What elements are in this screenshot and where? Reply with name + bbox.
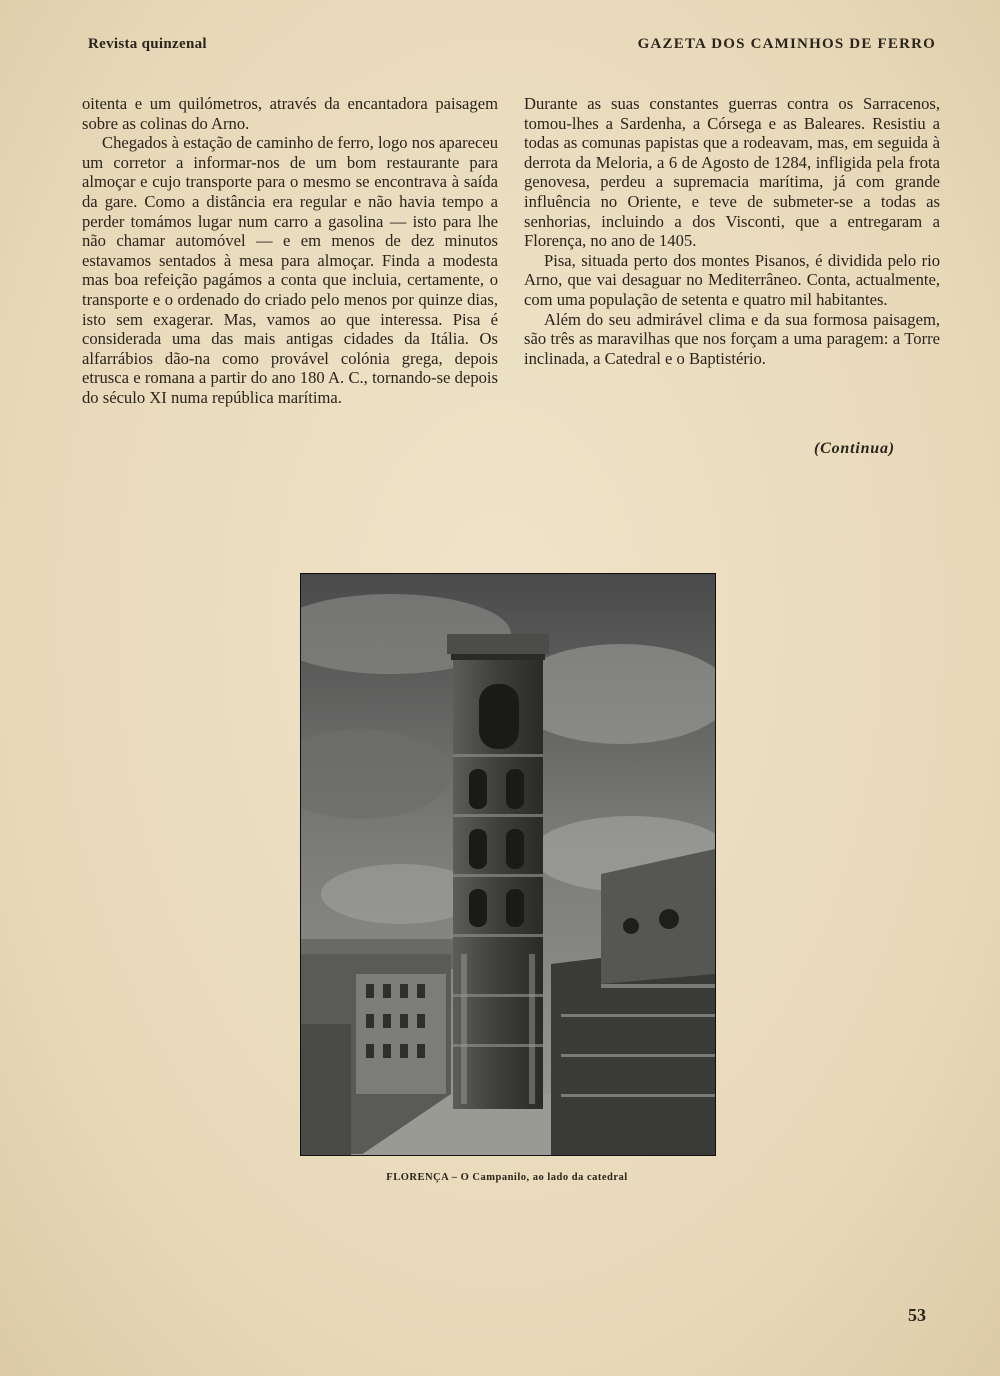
paragraph: Além do seu admirável clima e da sua formosa paisagem, são três as maravilhas que nos forçam a uma paragem: a Torre inclinada, a Catedral e o Baptistério.	[524, 309, 940, 368]
campanile-photo	[300, 573, 716, 1156]
paragraph: Chegados à estação de caminho de ferro, logo nos apareceu um corretor a informar-nos de um bom restaurante para almoçar e cujo transporte para o mesmo se encontrava à saída da gare. Como a distância era regular e não havia tempo a perder tomámos lugar num carro a gasolina — isto para lhe não chamar automóvel — e em menos de dez minutos estavamos sentados à mesa para almoçar. Finda a modesta mas boa refeição pagámos a conta que incluia, certamente, o transporte e o ordenado do criado pelo menos por quinze dias, isto sem exagerar. Mas, vamos ao que interessa. Pisa é considerada uma das mais antigas cidades da Itália. Os alfarrábios dão-na como provável colónia grega, depois etrusca e romana a partir do ano 180 A. C., tornando-se depois do século XI numa república marítima.	[82, 133, 498, 407]
header-right: GAZETA DOS CAMINHOS DE FERRO	[637, 36, 936, 52]
paragraph: Pisa, situada perto dos montes Pisanos, é dividida pelo rio Arno, que vai desaguar no Mediterrâneo. Conta, actualmente, com uma população de setenta e quatro mil habitantes.	[524, 250, 940, 309]
photo-caption: FLORENÇA – O Campanilo, ao lado da catedral	[386, 1172, 628, 1183]
paragraph: Durante as suas constantes guerras contra os Sarracenos, tomou-lhes a Sardenha, a Córsega e as Baleares. Resistiu a todas as comunas papistas que a rodeavam, mas, em seguida à derrota da Meloria, a 6 de Agosto de 1284, infligida pela frota genovesa, perdeu a supremacia marítima, já com grande influência no Oriente, e teve de submeter-se a todas as senhorias, incluindo a dos Visconti, que a entregaram a Florença, no ano de 1405.	[524, 94, 940, 251]
left-column	[82, 94, 498, 408]
header-left: Revista quinzenal	[88, 36, 207, 52]
continued-note: (Continua)	[814, 440, 895, 457]
right-column	[524, 94, 940, 368]
paragraph: oitenta e um quilómetros, através da encantadora paisagem sobre as colinas do Arno.	[82, 94, 498, 133]
page-number: 53	[908, 1305, 926, 1325]
campanile-photo-image	[301, 574, 715, 1155]
